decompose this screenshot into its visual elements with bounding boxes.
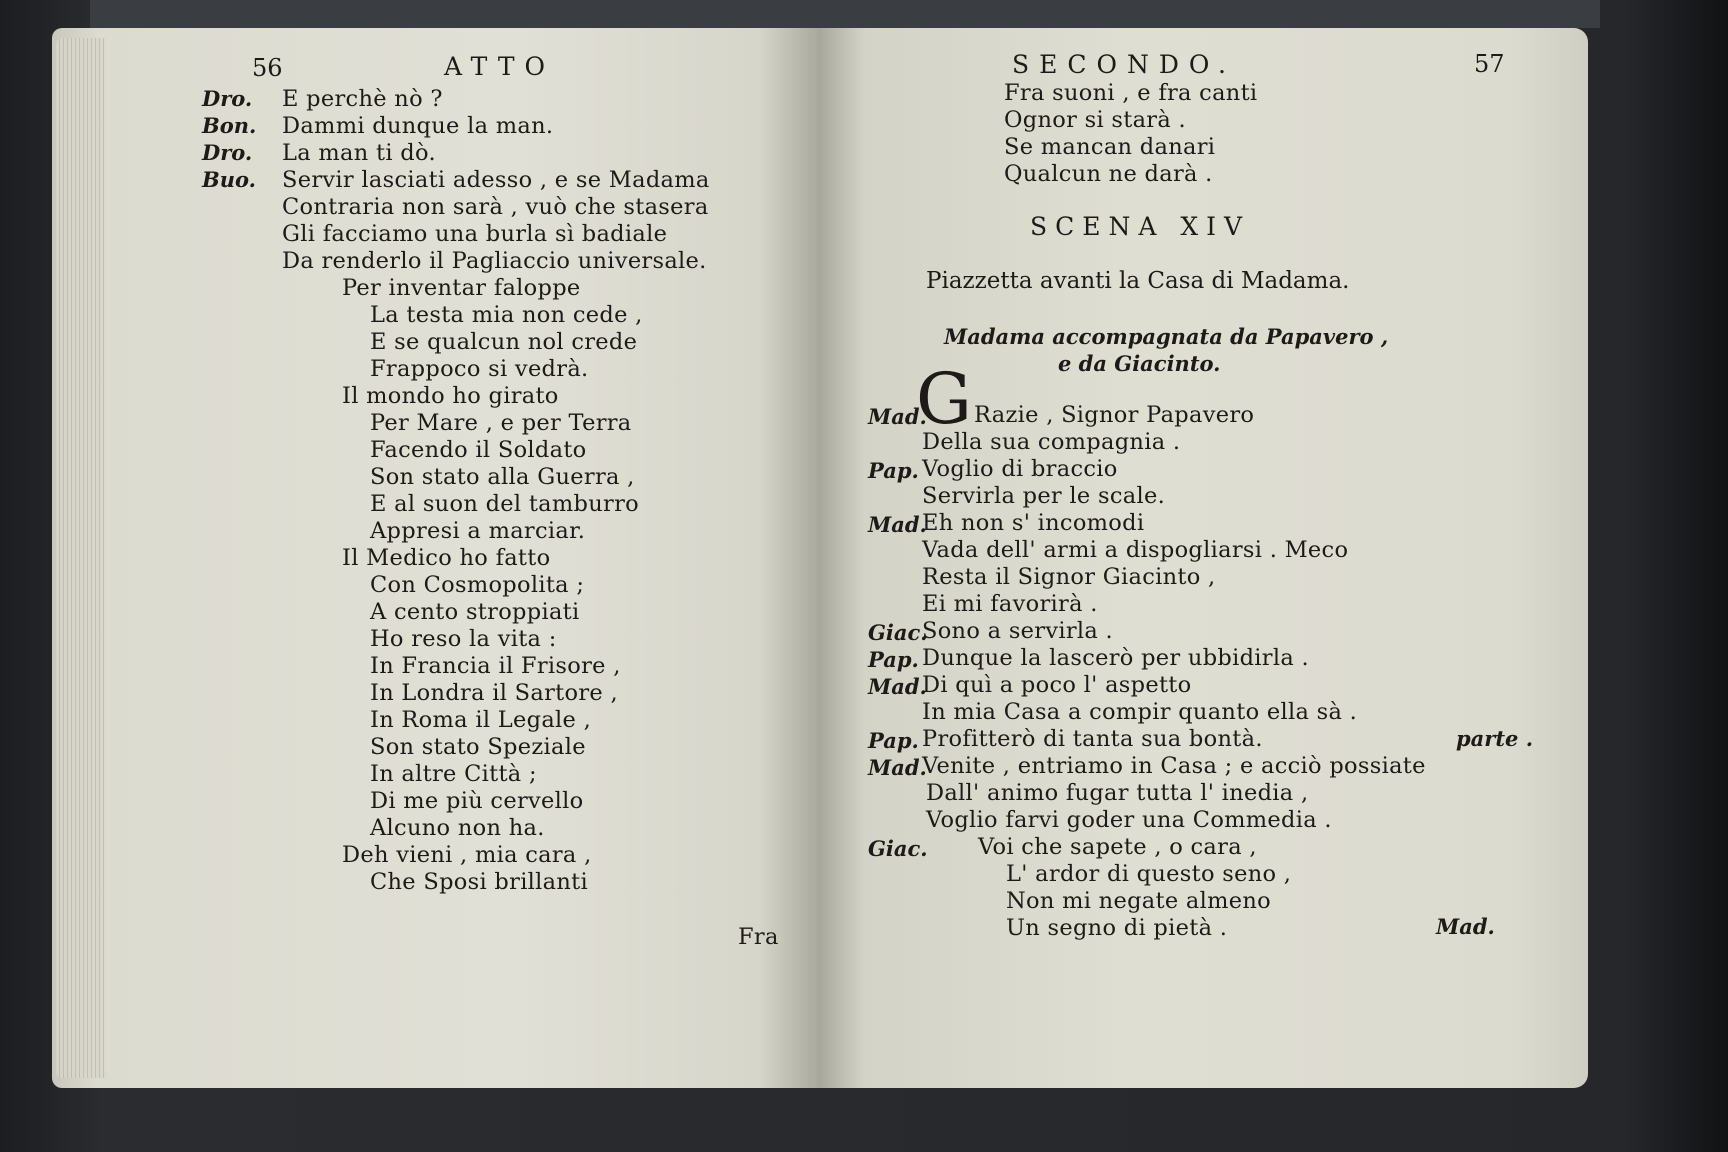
verse-line: Dunque la lascerò per ubbidirla . bbox=[922, 645, 1309, 671]
verse-line: Il Medico ho fatto bbox=[342, 545, 551, 571]
right-page bbox=[818, 28, 1588, 1088]
speaker-label: Buo. bbox=[202, 167, 256, 192]
verse-line: Qualcun ne darà . bbox=[1004, 161, 1213, 187]
verse-line: Son stato alla Guerra , bbox=[370, 464, 635, 490]
verse-line: In altre Città ; bbox=[370, 761, 537, 787]
speaker-label: Mad. bbox=[868, 755, 927, 780]
verse-line: Per Mare , e per Terra bbox=[370, 410, 632, 436]
speaker-label: Dro. bbox=[202, 140, 253, 165]
stage-direction: Madama accompagnata da Papavero , bbox=[944, 324, 1389, 349]
verse-line: Gli facciamo una burla sì badiale bbox=[282, 221, 668, 247]
verse-line: Se mancan danari bbox=[1004, 134, 1216, 160]
verse-line: Voglio farvi goder una Commedia . bbox=[926, 807, 1332, 833]
page-number: 57 bbox=[1474, 50, 1505, 78]
drop-cap: G bbox=[916, 358, 972, 440]
speaker-label: Dro. bbox=[202, 86, 253, 111]
verse-line: E se qualcun nol crede bbox=[370, 329, 638, 355]
verse-line: E al suon del tamburro bbox=[370, 491, 639, 517]
speaker-label: Pap. bbox=[868, 647, 919, 672]
speaker-label: Pap. bbox=[868, 728, 919, 753]
verse-line: L' ardor di questo seno , bbox=[1006, 861, 1292, 887]
catchword: Fra bbox=[738, 924, 779, 950]
verse-line: Per inventar faloppe bbox=[342, 275, 581, 301]
verse-line: Venite , entriamo in Casa ; e acciò possiate bbox=[922, 753, 1426, 779]
verse-line: Ognor si starà . bbox=[1004, 107, 1186, 133]
speaker-label: Mad. bbox=[868, 404, 927, 429]
verse-line: A cento stroppiati bbox=[370, 599, 580, 625]
verse-line: In Londra il Sartore , bbox=[370, 680, 618, 706]
verse-line: In Francia il Frisore , bbox=[370, 653, 621, 679]
verse-line: Il mondo ho girato bbox=[342, 383, 559, 409]
verse-line: Facendo il Soldato bbox=[370, 437, 587, 463]
verse-line: Di me più cervello bbox=[370, 788, 584, 814]
running-header: SECONDO. bbox=[1012, 50, 1236, 79]
verse-line: Eh non s' incomodi bbox=[922, 510, 1145, 536]
verse-line: Della sua compagnia . bbox=[922, 429, 1181, 455]
speaker-label: Pap. bbox=[868, 458, 919, 483]
verse-line: Ei mi favorirà . bbox=[922, 591, 1098, 617]
scene-setting: Piazzetta avanti la Casa di Madama. bbox=[926, 268, 1350, 294]
verse-line: Da renderlo il Pagliaccio universale. bbox=[282, 248, 707, 274]
verse-line: Resta il Signor Giacinto , bbox=[922, 564, 1216, 590]
stage-direction: e da Giacinto. bbox=[1058, 351, 1221, 376]
left-page bbox=[52, 28, 820, 1088]
verse-line: Che Sposi brillanti bbox=[370, 869, 589, 895]
verse-line: Dall' animo fugar tutta l' inedia , bbox=[926, 780, 1309, 806]
speaker-label: Mad. bbox=[868, 512, 927, 537]
verse-line: Appresi a marciar. bbox=[370, 518, 586, 544]
verse-line: Voi che sapete , o cara , bbox=[978, 834, 1257, 860]
verse-line: Voglio di braccio bbox=[922, 456, 1118, 482]
verse-line: E perchè nò ? bbox=[282, 86, 443, 112]
verse-line: Deh vieni , mia cara , bbox=[342, 842, 592, 868]
catchword: Mad. bbox=[1436, 914, 1495, 939]
speaker-label: Mad. bbox=[868, 674, 927, 699]
page-edges bbox=[56, 38, 106, 1078]
scanner-bar bbox=[90, 0, 1600, 28]
verse-line: Alcuno non ha. bbox=[370, 815, 545, 841]
verse-line: Fra suoni , e fra canti bbox=[1004, 80, 1258, 106]
verse-line: Un segno di pietà . bbox=[1006, 915, 1228, 941]
verse-line: La testa mia non cede , bbox=[370, 302, 643, 328]
verse-line: Servir lasciati adesso , e se Madama bbox=[282, 167, 710, 193]
scene-title: SCENA XIV bbox=[1030, 212, 1251, 241]
verse-line: Dammi dunque la man. bbox=[282, 113, 554, 139]
running-header: ATTO bbox=[444, 52, 555, 81]
verse-line: Razie , Signor Papavero bbox=[974, 402, 1255, 428]
speaker-label: Giac. bbox=[868, 620, 928, 645]
verse-line: In mia Casa a compir quanto ella sà . bbox=[922, 699, 1358, 725]
verse-line: Frappoco si vedrà. bbox=[370, 356, 589, 382]
exit-note: parte . bbox=[1456, 726, 1534, 751]
speaker-label: Bon. bbox=[202, 113, 257, 138]
verse-line: Servirla per le scale. bbox=[922, 483, 1166, 509]
verse-line: Non mi negate almeno bbox=[1006, 888, 1271, 914]
verse-line: Vada dell' armi a dispogliarsi . Meco bbox=[922, 537, 1349, 563]
verse-line: Con Cosmopolita ; bbox=[370, 572, 585, 598]
verse-line: Sono a servirla . bbox=[922, 618, 1114, 644]
verse-line: Contraria non sarà , vuò che stasera bbox=[282, 194, 709, 220]
verse-line: Profitterò di tanta sua bontà. bbox=[922, 726, 1263, 752]
page-number: 56 bbox=[252, 54, 283, 82]
verse-line: Di quì a poco l' aspetto bbox=[922, 672, 1192, 698]
verse-line: In Roma il Legale , bbox=[370, 707, 592, 733]
verse-line: Ho reso la vita : bbox=[370, 626, 557, 652]
verse-line: La man ti dò. bbox=[282, 140, 436, 166]
speaker-label: Giac. bbox=[868, 836, 928, 861]
verse-line: Son stato Speziale bbox=[370, 734, 586, 760]
open-book bbox=[52, 28, 1540, 1088]
